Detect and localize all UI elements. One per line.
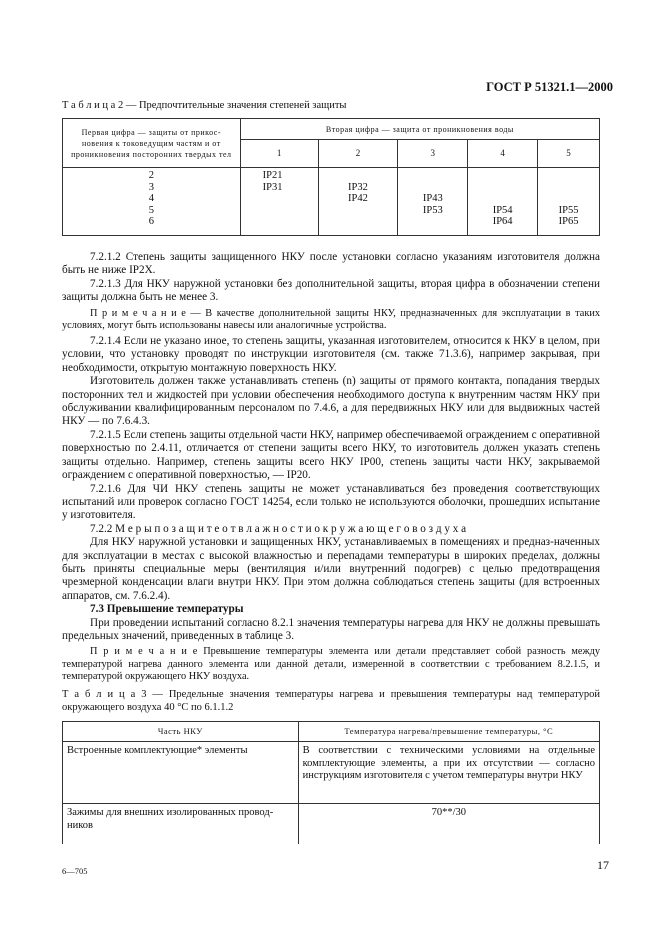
table3-row-1-part: Встроенные комплектующие* элементы <box>63 742 299 804</box>
table2-digit-header-2: 2 <box>318 140 398 168</box>
para-7-2-1-4: 7.2.1.4 Если не указано иное, то степень защиты, указанная изготовителем, относится к НКУ в целом, при условии, что установку проводят по инструкции изготовителя (см. также 71.3.6), например закрывая, при необходимости, открытую монтажную поверхность НКУ. <box>62 335 600 374</box>
table3-header-temperature: Температура нагрева/превышение температуры, °С <box>298 722 599 742</box>
heading-7-2-2-title: М е р ы п о з а щ и т е о т в л а ж н о с т и о к р у ж а ю щ е г о в о з д у х а <box>112 522 467 535</box>
para-7-2-1-2: 7.2.1.2 Степень защиты защищенного НКУ после установки согласно указаниям изготовителя должна быть не ниже IP2X. <box>62 251 600 277</box>
table3-header-part: Часть НКУ <box>63 722 299 742</box>
table2-col-5: IP55 IP65 <box>538 168 600 236</box>
heading-7-2-2-number: 7.2.2 <box>90 522 113 535</box>
table3-caption <box>62 688 600 714</box>
table2-caption-text: 2 — Предпочтительные значения степеней защиты <box>115 100 347 111</box>
table3-row-2-value: 70**/30 <box>298 804 599 844</box>
main-text <box>62 251 600 683</box>
table-temperature-limits <box>62 721 600 844</box>
table-protection-degrees <box>62 118 600 236</box>
footer-left: 6—705 <box>62 866 88 876</box>
para-7-2-1-6: 7.2.1.6 Для ЧИ НКУ степень защиты не может устанавливаться без проведения соответствующих испытаний или проверок согласно ГОСТ 14254, если только не используются оболочки, прошедших испытание у изготовителя. <box>62 482 600 522</box>
table2-first-digits: 2 3 4 5 6 <box>63 168 241 236</box>
table3-caption-label: Т а б л и ц а <box>62 689 136 700</box>
table2-second-digit-header: Вторая цифра — защита от проникновения воды <box>240 119 599 140</box>
note-1 <box>62 308 600 332</box>
table2-digit-header-5: 5 <box>538 140 600 168</box>
page-number: 17 <box>597 858 609 872</box>
note-1-label: П р и м е ч а н и е <box>90 307 186 319</box>
table2-digit-header-1: 1 <box>240 140 318 168</box>
table2-digit-header-4: 4 <box>468 140 538 168</box>
para-7-2-1-5: 7.2.1.5 Если степень защиты отдельной части НКУ, например обеспечиваемой ограждением с оперативной поверхностью по 2.4.11, отличается от степени защиты всего НКУ, то изготовитель должен указать степень защиты отдельно. Например, степень защиты всего НКУ IP00, степень защиты части НКУ, закрываемой ограждением с оперативной поверхностью, — IP20. <box>62 428 600 482</box>
para-7-2-2: Для НКУ наружной установки и защищенных НКУ, устанавливаемых в помещениях и предназ-наченных для эксплуатации в местах с высокой влажностью и перепадами температуры в широких пределах, должны быть приняты специальные меры (вентиляция и/или внутренний подогрев) с целью предотвращения чрезмерной конденсации влаги внутри НКУ. При этом должна соблюдаться степень защиты (для встроенных аппаратов, см. 7.6.2.4). <box>62 536 600 602</box>
table3-row-2-part: Зажимы для внешних изолированных провод-ников <box>63 804 299 844</box>
table2-digit-header-3: 3 <box>398 140 468 168</box>
para-7-2-1-3: 7.2.1.3 Для НКУ наружной установки без дополнительной защиты, вторая цифра в обозначении степени защиты должна быть не менее 3. <box>62 277 600 304</box>
heading-7-3: 7.3 Превышение температуры <box>90 603 244 616</box>
table2-col-1: IP21 IP31 <box>240 168 318 236</box>
table2-caption-label: Т а б л и ц а <box>62 100 116 111</box>
document-header: ГОСТ Р 51321.1—2000 <box>486 80 613 94</box>
para-manufacturer: Изготовитель должен также устанавливать степень (n) защиты от прямого контакта, попадания твердых посторонних тел и жидкостей при условии обеспечения необходимого доступа к внутренним частям НКУ при обслуживании квалифицированным персоналом по 7.4.6, а для передвижных НКУ или для выдвижных частей НКУ — по 7.6.4.3. <box>62 375 600 428</box>
table3-row-1-value: В соответствии с техническими условиями на отдельные комплектующие элементы, а при их отсутствии — согласно инструкциям изготовителя с учетом температуры внутри НКУ <box>298 742 599 804</box>
para-7-3: При проведении испытаний согласно 8.2.1 значения температуры нагрева для НКУ не должны превышать предельных значений, приведенных в таблице 3. <box>62 616 600 642</box>
note-2-label: П р и м е ч а н и е <box>90 646 198 658</box>
note-2 <box>62 646 600 683</box>
table2-col-2: IP32 IP42 <box>318 168 398 236</box>
table2-col-4: IP54 IP64 <box>468 168 538 236</box>
note-2-text: Превышение температуры элемента или детали представляет собой разность между температурой нагрева данного элемента или данной детали, измеренной в соответствии с требованием 8.2.1.5, и температурой окружающего НКУ воздуха. <box>62 646 600 682</box>
note-1-text: — В качестве дополнительной защиты НКУ, предназначенных для эксплуатации в таких условиях, могут быть использованы навесы или аналогичные устройства. <box>62 307 600 331</box>
table2-col-3: IP43 IP53 <box>398 168 468 236</box>
table3-caption-text: 3 — Предельные значения температуры нагрева и превышения температуры над температурой окружающего воздуха 40 °С по 6.1.1.2 <box>62 689 600 713</box>
heading-7-2-2 <box>62 523 600 536</box>
table2-caption <box>62 99 346 112</box>
table2-first-digit-header: Первая цифра — защиты от прикос-новения к токоведущим частям и от проникновения посторонних твердых тел <box>63 119 241 168</box>
